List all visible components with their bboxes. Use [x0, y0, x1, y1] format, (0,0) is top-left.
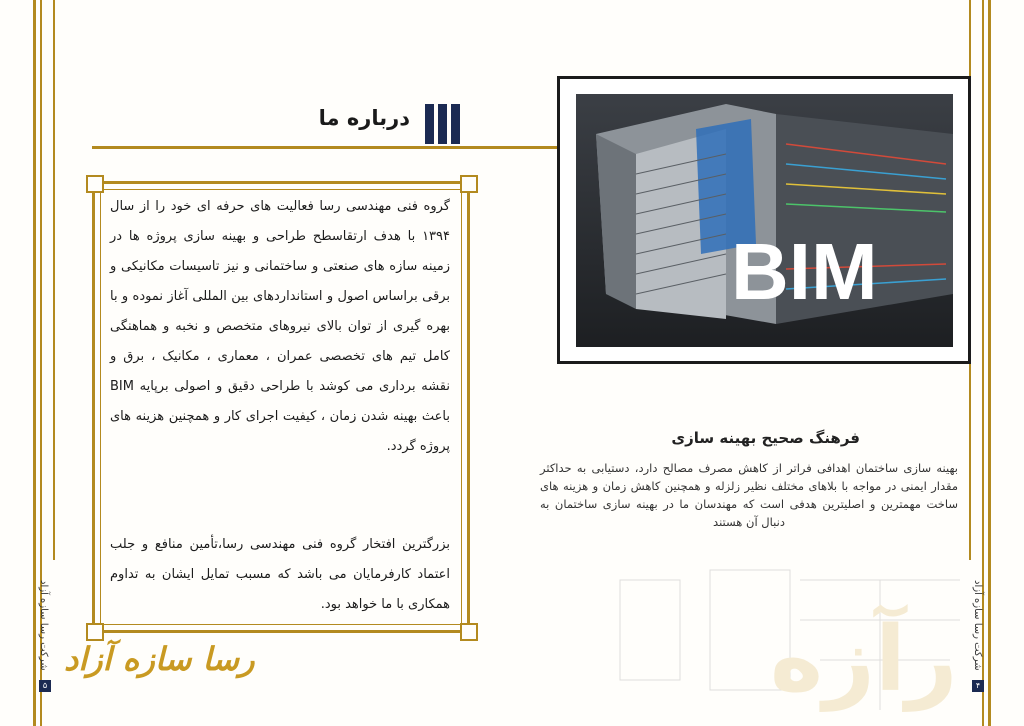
side-label-right: شرکت رسا سازه آزاد [972, 580, 983, 671]
page-title: درباره ما [318, 106, 410, 130]
title-underline [92, 146, 558, 149]
bim-building-image [576, 94, 953, 347]
bim-overlay-text: BIM [731, 227, 878, 316]
page-number-right: ۴ [972, 680, 984, 692]
frame-line-right-outer [988, 0, 991, 726]
side-label-left: شرکت رسا سازه آزاد [38, 580, 49, 671]
frame-line-left-outer [33, 0, 36, 726]
page-number-left: ۵ [39, 680, 51, 692]
culture-paragraph: بهینه سازی ساختمان اهدافی فراتر از کاهش مصرف مصالح دارد، دستیابی به حداکثر مقدار ایمنی در مواجه با بلاهای مختلف نظیر زلزله و همچنین کاهش زمان و هزینه های ساخت مهمترین و اصلیترین هدفی است که مهندسان ما در بهینه سازی ساختمان به دنبال آن هستند [540, 461, 958, 529]
about-paragraph-2: بزرگترین افتخار گروه فنی مهندسی رسا،تأمین منافع و جلب اعتماد کارفرمایان می باشد که مسبب تمایل ایشان به تداوم همکاری با ما خواهد بود. [110, 537, 450, 612]
corner-ornament-tr [460, 175, 478, 193]
corner-ornament-br [460, 623, 478, 641]
corner-ornament-bl [86, 623, 104, 641]
technical-drawing-watermark [600, 560, 980, 720]
title-bars-decoration [425, 104, 464, 148]
svg-text:رآزه: رآزه [770, 607, 958, 712]
about-paragraph-1: گروه فنی مهندسی رسا فعالیت های حرفه ای خود را از سال ۱۳۹۴ با هدف ارتقاسطح طراحی و بهینه سازی پروژه ها در زمینه سازه های صنعتی و ساختمانی و نیز تاسیسات مکانیکی و برقی براساس اصول و استانداردهای بین المللی آغاز نموده و با بهره گیری از توان بالای نیروهای متخصص و نخبه و هماهنگی کامل تیم های تخصصی عمران ، معماری ، مکانیک ، برق و نقشه برداری می کوشد با طراحی دقیق و اصولی برپایه BIM باعث بهینه شدن زمان ، کیفیت اجرای کار و همچنین هزینه های پروژه گردد. [110, 199, 450, 454]
frame-line-left-inner2 [53, 0, 55, 560]
company-logo: رسا سازه آزاد [64, 640, 255, 678]
corner-ornament-tl [86, 175, 104, 193]
culture-heading: فرهنگ صحیح بهینه سازی [671, 429, 860, 447]
